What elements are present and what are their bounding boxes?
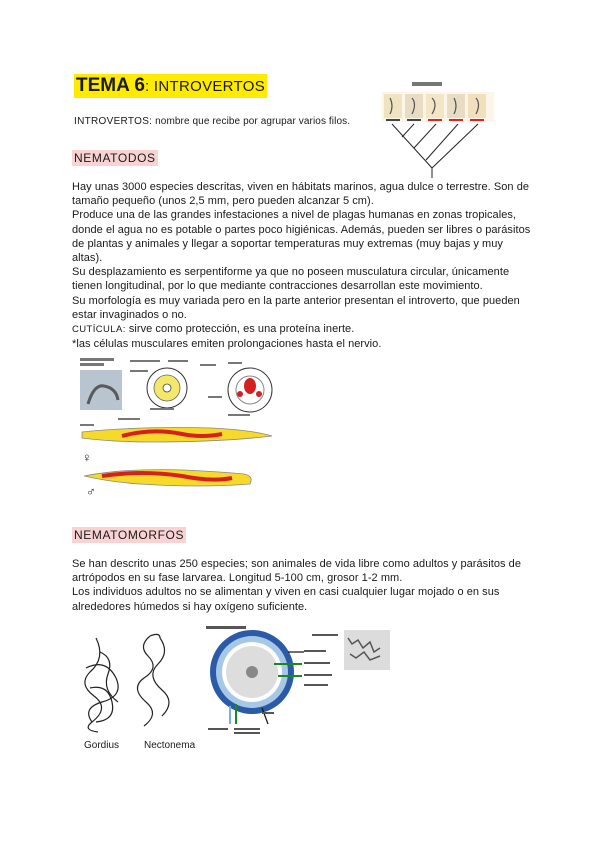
definition-line: [74, 116, 350, 127]
gordius-nectonema-drawings: [76, 628, 196, 738]
nematodos-paragraph: Su desplazamiento es serpentiforme ya que no poseen musculatura circular, únicamente tienen longitudinal, por lo que mediante contracciones desarrollan este movimiento.: [72, 266, 510, 293]
body-wall-cross-section: [210, 630, 294, 714]
body-wall-figure: [204, 624, 394, 740]
cuticula-text: sirve como protección, es una proteína inerte.: [125, 323, 355, 336]
definition-text: nombre que recibe por agrupar varios filos.: [152, 116, 351, 127]
page-title: [74, 74, 267, 98]
cladogram-figure: [372, 80, 502, 180]
cross-section-intestine: [228, 368, 272, 412]
cladogram-header: [412, 82, 442, 86]
caption-gordius: Gordius: [84, 740, 120, 751]
cladogram-tree: [392, 124, 478, 178]
section-heading-nematodos: NEMATODOS: [74, 151, 156, 165]
caption-nectonema: Nectonema: [144, 740, 196, 751]
gordius-drawing: [85, 638, 118, 732]
section-heading-nematomorfos: NEMATOMORFOS: [74, 528, 185, 542]
svg-text:♀: ♀: [82, 450, 92, 465]
nematode-body-male: [84, 470, 251, 498]
nematomorfos-paragraph: Se han descrito unas 250 especies; son animales de vida libre como adultos y parásitos de artrópodos en su fase larvarea. Longitud 5-100 cm, grosor 1-2 mm.: [72, 558, 521, 585]
nematodos-paragraph: Produce una de las grandes infestaciones a nivel de plagas humanas en zonas tropicales, donde el agua no es potable o partes poco higiénicas. Además, pueden ser libres o parásitos de plantas y animales y llegar a soportar temperaturas muy extremas (muy bajas y muy altas).: [72, 209, 531, 265]
nematode-body-female: [82, 428, 272, 466]
nematodos-paragraph: Hay unas 3000 especies descritas, viven en hábitats marinos, agua dulce o terrestre. Son de tamaño pequeño (unos 2,5 mm, pero pueden alcanzar 5 cm).: [72, 181, 530, 208]
svg-text:♂: ♂: [86, 484, 96, 498]
nectonema-drawing: [137, 634, 169, 726]
cuticula-term: CUTÍCULA:: [72, 324, 126, 336]
cuticula-line: [72, 322, 532, 337]
nematodos-body: [72, 180, 532, 351]
title-number: TEMA 6: [76, 75, 145, 96]
title-text: : INTROVERTOS: [144, 78, 266, 95]
cladogram-species-row: [382, 92, 494, 122]
nematode-photo: [80, 370, 122, 410]
nematode-anatomy-figure: [78, 356, 278, 498]
nematodos-paragraph: Su morfología es muy variada pero en la parte anterior presentan el introverto, que pueden estar invaginados o no.: [72, 294, 520, 321]
cross-section-pharynx: [147, 368, 187, 408]
micrograph: [344, 630, 390, 670]
nematomorfos-body: [72, 557, 532, 614]
muscle-note: *las células musculares emiten prolongaciones hasta el nervio.: [72, 338, 382, 351]
definition-term: INTROVERTOS:: [74, 116, 153, 127]
nematomorfos-paragraph: Los individuos adultos no se alimentan y viven en casi cualquier lugar mojado o en sus alrededores húmedos si hay oxígeno suficiente.: [72, 586, 500, 613]
